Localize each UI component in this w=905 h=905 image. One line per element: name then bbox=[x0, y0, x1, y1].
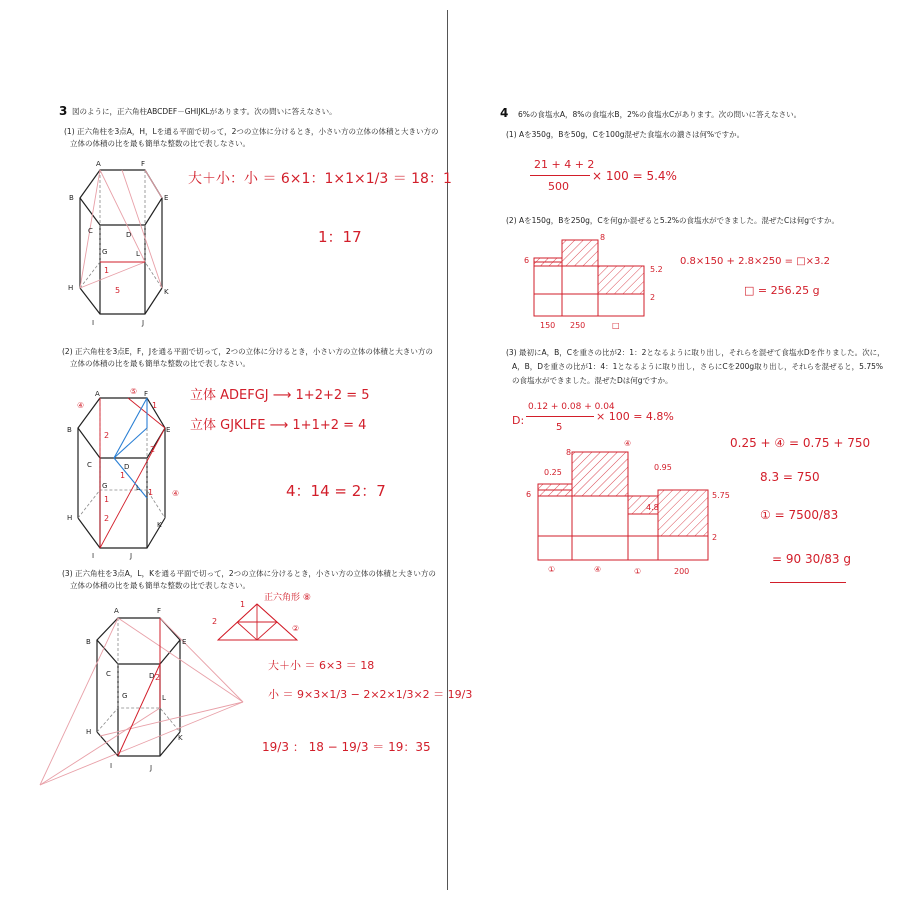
svg-text:G: G bbox=[102, 482, 108, 490]
svg-text:8: 8 bbox=[566, 448, 572, 457]
svg-text:4.8: 4.8 bbox=[646, 503, 659, 512]
q4-part1-denominator: 500 bbox=[548, 180, 569, 193]
q3-part3-work-line2: 小 ＝ 9×3×1/3 − 2×2×1/3×2 ＝ 19/3 bbox=[268, 688, 473, 701]
svg-text:①: ① bbox=[548, 565, 556, 574]
svg-text:L: L bbox=[136, 250, 140, 258]
q4-part3-text-line2: A，B，Dを重さの比が1：4：1となるように取り出し，さらにCを200g取り出し，それらを混ぜると，5.75% bbox=[512, 362, 884, 371]
svg-text:250: 250 bbox=[570, 321, 586, 330]
svg-text:④: ④ bbox=[172, 489, 180, 498]
svg-text:D: D bbox=[124, 463, 130, 471]
svg-text:I: I bbox=[92, 319, 95, 327]
svg-text:1: 1 bbox=[152, 401, 158, 410]
q3-part3-text-line1: (3) 正六角柱を3点A，L，Kを通る平面で切って，2つの立体に分けるとき，小さい方の立体の体積と大きい方の bbox=[62, 569, 436, 578]
svg-text:1: 1 bbox=[120, 471, 126, 480]
q4-part1-text: (1) Aを350g，Bを50g，Cを100g混ぜた食塩水の濃さは何%ですか。 bbox=[506, 130, 745, 139]
svg-text:J: J bbox=[130, 552, 133, 560]
svg-text:L: L bbox=[162, 694, 166, 702]
svg-text:A: A bbox=[114, 607, 119, 615]
svg-text:1: 1 bbox=[104, 495, 110, 504]
question-4-number: 4 bbox=[500, 106, 509, 120]
q4-part1-result: × 100 = 5.4% bbox=[592, 169, 677, 183]
svg-text:200: 200 bbox=[674, 567, 690, 576]
svg-text:F: F bbox=[144, 390, 149, 398]
question-3-number: 3 bbox=[59, 104, 68, 118]
svg-text:2: 2 bbox=[150, 445, 156, 454]
q4-part2-work: 0.8×150 + 2.8×250 = □×3.2 bbox=[680, 256, 830, 267]
svg-text:A: A bbox=[96, 160, 101, 168]
question-3-intro: 図のように，正六角柱ABCDEF－GHIJKLがあります。次の問いに答えなさい。 bbox=[72, 107, 337, 116]
svg-text:C: C bbox=[87, 461, 92, 469]
svg-text:K: K bbox=[178, 734, 183, 742]
q3-part1-work: 大＋小：小 ＝ 6×1：1×1×1/3 ＝ 18：1 bbox=[188, 171, 452, 187]
svg-text:①: ① bbox=[634, 567, 642, 576]
svg-text:F: F bbox=[141, 160, 146, 168]
svg-text:2: 2 bbox=[650, 293, 656, 302]
svg-text:1: 1 bbox=[240, 600, 246, 609]
svg-text:E: E bbox=[166, 426, 171, 434]
q4-part1-numerator: 21 + 4 + 2 bbox=[534, 158, 595, 171]
svg-text:E: E bbox=[164, 194, 169, 202]
svg-text:C: C bbox=[106, 670, 111, 678]
q3-part1-text-line2: 立体の体積の比を最も簡単な整数の比で表しなさい。 bbox=[70, 139, 250, 148]
svg-text:F: F bbox=[157, 607, 162, 615]
q4-part3-text-line1: (3) 最初にA，B，Cを重さの比が2：1：2となるように取り出し，それらを混ぜて食塩水Dを作りました。次に， bbox=[506, 348, 885, 357]
svg-text:D: D bbox=[126, 231, 132, 239]
q4-part3-answer-underline bbox=[770, 582, 846, 583]
svg-text:J: J bbox=[142, 319, 145, 327]
svg-text:150: 150 bbox=[540, 321, 556, 330]
svg-text:8: 8 bbox=[600, 233, 606, 242]
q3-part1-text-line1: (1) 正六角柱を3点A，H，Lを通る平面で切って，2つの立体に分けるとき，小さい方の立体の体積と大きい方の bbox=[64, 127, 439, 136]
q3-part3-work-line1: 大＋小 ＝ 6×3 ＝ 18 bbox=[268, 659, 375, 672]
svg-text:B: B bbox=[69, 194, 74, 202]
q4-part3-work-line1: 0.25 + ④ = 0.75 + 750 bbox=[730, 436, 871, 450]
q3-part3-answer: 19/3 ： 18 − 19/3 ＝ 19：35 bbox=[262, 740, 431, 754]
svg-text:1: 1 bbox=[104, 266, 110, 275]
svg-text:1: 1 bbox=[148, 488, 154, 497]
svg-text:L: L bbox=[136, 484, 140, 492]
svg-text:H: H bbox=[67, 514, 73, 522]
svg-text:④: ④ bbox=[77, 401, 85, 410]
svg-text:B: B bbox=[67, 426, 72, 434]
svg-text:0.95: 0.95 bbox=[654, 463, 672, 472]
svg-text:G: G bbox=[122, 692, 128, 700]
svg-text:6: 6 bbox=[524, 256, 530, 265]
svg-text:5.75: 5.75 bbox=[712, 491, 730, 500]
svg-text:④: ④ bbox=[594, 565, 602, 574]
q4-part3-d-numerator: 0.12 + 0.08 + 0.04 bbox=[528, 402, 615, 412]
svg-text:I: I bbox=[110, 762, 113, 770]
question-4-intro: 6%の食塩水A，8%の食塩水B，2%の食塩水Cがあります。次の問いに答えなさい。 bbox=[518, 110, 802, 119]
svg-text:B: B bbox=[86, 638, 91, 646]
q4-part2-text: (2) Aを150g，Bを250g，Cを何gか混ぜると5.2%の食塩水ができました。混ぜたCは何gですか。 bbox=[506, 216, 839, 225]
svg-text:C: C bbox=[88, 227, 93, 235]
q3-part1-answer: 1：17 bbox=[318, 228, 362, 246]
q4-part2-answer: □ = 256.25 g bbox=[744, 284, 820, 297]
svg-text:2: 2 bbox=[104, 431, 110, 440]
svg-text:I: I bbox=[92, 552, 95, 560]
svg-text:2: 2 bbox=[712, 533, 718, 542]
q3-part2-answer: 4：14 = 2：7 bbox=[286, 482, 386, 500]
svg-text:②: ② bbox=[292, 624, 300, 633]
svg-text:D: D bbox=[149, 672, 155, 680]
q4-part3-answer: = 90 30/83 g bbox=[772, 552, 851, 566]
svg-text:④: ④ bbox=[624, 439, 632, 448]
svg-text:E: E bbox=[182, 638, 187, 646]
svg-text:0.25: 0.25 bbox=[544, 468, 562, 477]
q3-part3-text-line2: 立体の体積の比を最も簡単な整数の比で表しなさい。 bbox=[70, 581, 250, 590]
q3-part2-text-line1: (2) 正六角柱を3点E，F，Jを通る平面で切って，2つの立体に分けるとき，小さい方の立体の体積と大きい方の bbox=[62, 347, 433, 356]
svg-text:H: H bbox=[68, 284, 74, 292]
svg-text:5.2: 5.2 bbox=[650, 265, 663, 274]
q3-part2-work-line1: 立体 ADEFGJ ⟶ 1+2+2 = 5 bbox=[190, 388, 370, 403]
q3-part2-work-line2: 立体 GJKLFE ⟶ 1+1+2 = 4 bbox=[190, 418, 367, 433]
svg-text:□: □ bbox=[612, 321, 620, 330]
q4-part3-text-line3: の食塩水ができました。混ぜたDは何gですか。 bbox=[512, 376, 673, 385]
svg-text:6: 6 bbox=[526, 490, 532, 499]
q4-part3-d-result: × 100 = 4.8% bbox=[596, 410, 674, 423]
svg-text:G: G bbox=[102, 248, 108, 256]
q4-part3-work-line3: ① = 7500/83 bbox=[760, 508, 839, 522]
svg-text:5: 5 bbox=[115, 286, 121, 295]
q4-part3-d-denominator: 5 bbox=[556, 422, 563, 433]
svg-text:2: 2 bbox=[212, 617, 218, 626]
svg-text:⑤: ⑤ bbox=[130, 387, 138, 396]
q3-part2-text-line2: 立体の体積の比を最も簡単な整数の比で表しなさい。 bbox=[70, 359, 250, 368]
svg-text:K: K bbox=[157, 521, 162, 529]
q4-part3-work-line2: 8.3 = 750 bbox=[760, 470, 820, 484]
svg-text:2: 2 bbox=[104, 514, 110, 523]
svg-text:A: A bbox=[95, 390, 100, 398]
svg-text:H: H bbox=[86, 728, 92, 736]
q3-part3-hexagon-label: 正六角形 ⑧ bbox=[264, 593, 311, 603]
svg-text:K: K bbox=[164, 288, 169, 296]
svg-text:J: J bbox=[150, 764, 153, 772]
svg-text:2: 2 bbox=[155, 673, 161, 682]
